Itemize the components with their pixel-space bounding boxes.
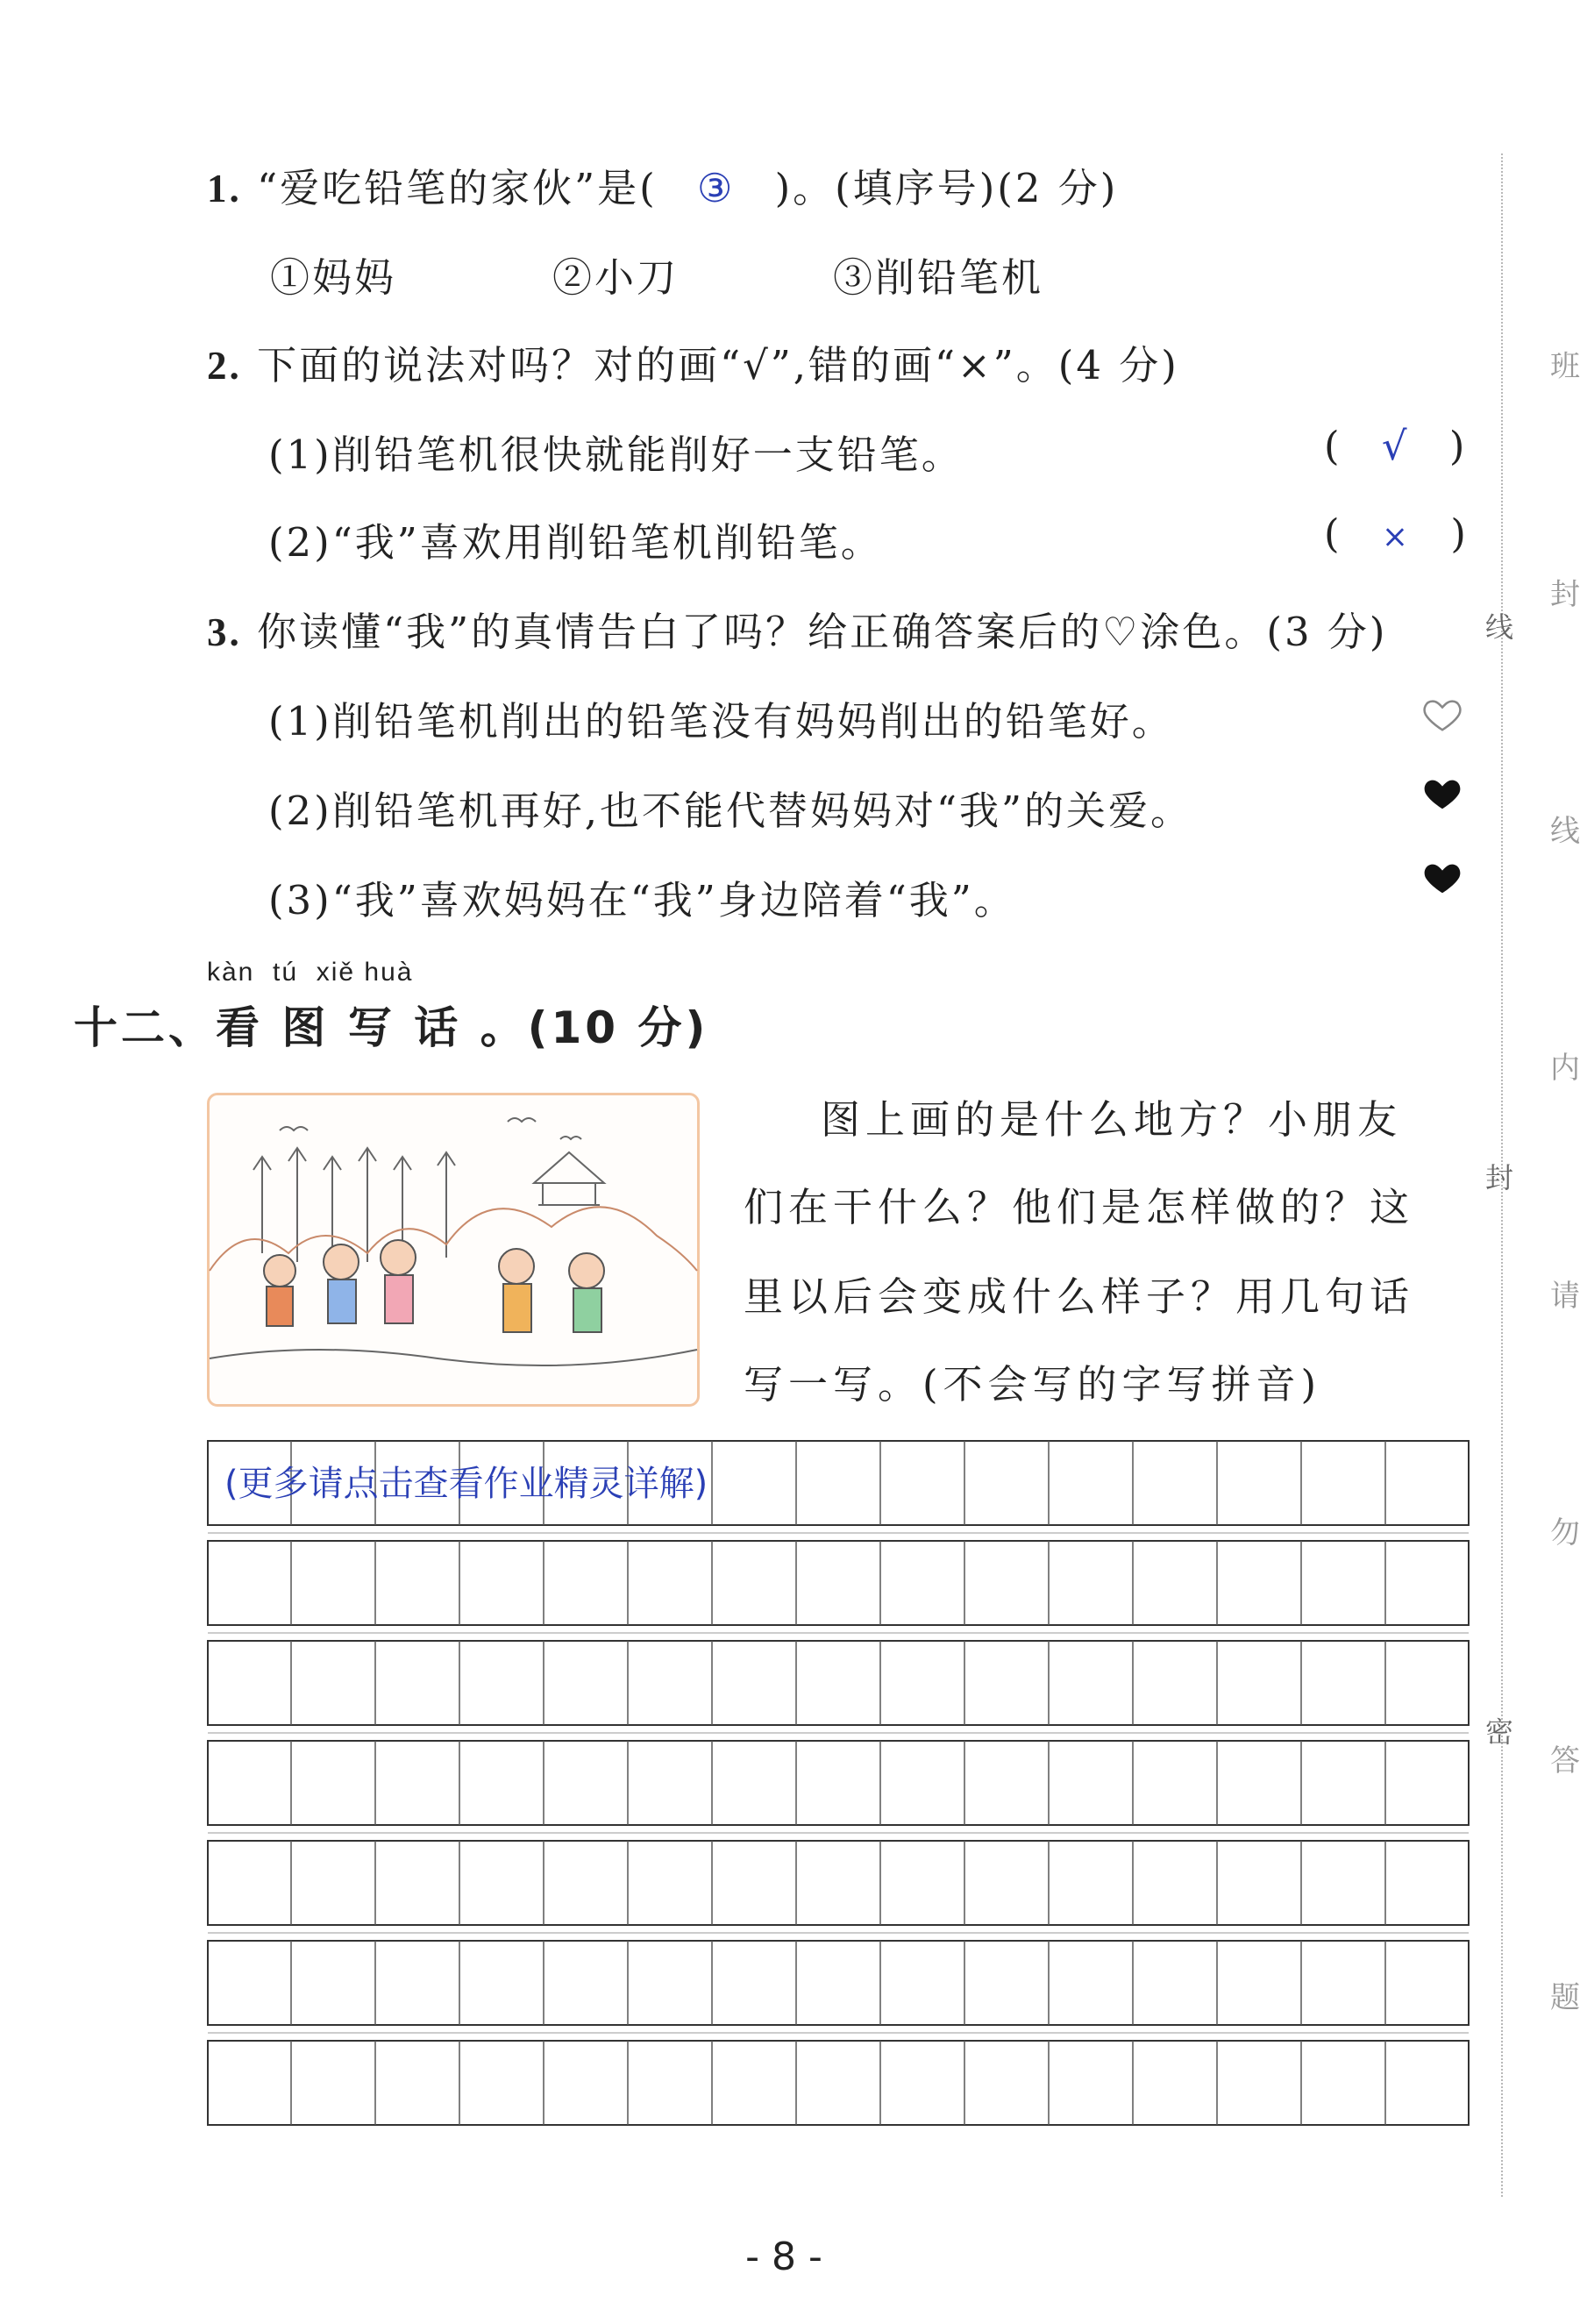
q2-item-2-answer-box: ( × ) xyxy=(1324,510,1466,557)
section12-title: 十二、看 图 写 话 。(10 分) xyxy=(74,1002,709,1053)
more-details-note[interactable]: (更多请点击查看作业精灵详解) xyxy=(224,1464,708,1504)
q2-item-2-answer: × xyxy=(1381,519,1409,555)
q3-number: 3. xyxy=(207,610,242,654)
edge-char: 内 xyxy=(1550,1051,1580,1086)
q2-item-2: (2)“我”喜欢用削铅笔机削铅笔。 xyxy=(268,519,883,566)
q2-line xyxy=(207,333,1179,390)
q1-option-3: ③削铅笔机 xyxy=(833,254,1044,301)
q2-text: 下面的说法对吗？对的画“√”,错的画“×”。(4 分) xyxy=(257,342,1179,389)
q2-item-1-answer-box: ( √ ) xyxy=(1324,423,1465,469)
q1-option-2: ②小刀 xyxy=(552,254,680,301)
binding-label-secret: 密 xyxy=(1485,1715,1514,1749)
edge-char: 题 xyxy=(1550,1980,1580,2015)
q3-item-1: (1)削铅笔机削出的铅笔没有妈妈削出的铅笔好。 xyxy=(268,698,1174,745)
q1-option-1: ①妈妈 xyxy=(270,254,397,301)
heart-outline-icon xyxy=(1422,695,1463,735)
binding-label-seal: 封 xyxy=(1485,1161,1514,1194)
q3-item-2: (2)削铅笔机再好,也不能代替妈妈对“我”的关爱。 xyxy=(268,788,1193,834)
edge-char: 封 xyxy=(1550,577,1580,612)
q2-item-1-answer: √ xyxy=(1381,423,1407,469)
q2-number: 2. xyxy=(207,344,242,388)
binding-label-line: 线 xyxy=(1485,610,1514,644)
section12-prompt-line-1: 图上画的是什么地方？小朋友 xyxy=(821,1096,1403,1143)
writing-grid[interactable] xyxy=(207,1440,1470,2133)
edge-char: 勿 xyxy=(1550,1515,1580,1551)
q2-item-1: (1)削铅笔机很快就能削好一支铅笔。 xyxy=(268,431,964,478)
tree-planting-drawing xyxy=(210,1095,697,1404)
grid-row[interactable] xyxy=(208,1741,1469,1825)
page-number: - 8 - xyxy=(745,2235,822,2279)
section12-pinyin: kàn tú xiě huà xyxy=(207,958,414,987)
edge-char: 班 xyxy=(1550,349,1580,384)
q1-text-before: “爱吃铅笔的家伙”是( xyxy=(257,165,658,211)
edge-char: 线 xyxy=(1550,814,1580,849)
q1-text-after: )。(填序号)(2 分) xyxy=(774,165,1119,211)
edge-char: 答 xyxy=(1550,1743,1580,1779)
edge-char: 请 xyxy=(1550,1279,1580,1314)
grid-row[interactable] xyxy=(208,1541,1469,1625)
heart-filled-icon xyxy=(1422,858,1463,898)
section12-prompt-line-3: 里以后会变成什么样子？用几句话 xyxy=(744,1273,1415,1320)
illustration-tree-planting xyxy=(207,1093,700,1407)
grid-row[interactable] xyxy=(208,2041,1469,2125)
grid-row[interactable] xyxy=(208,1841,1469,1925)
q1-line xyxy=(207,156,1118,213)
q3-item-3: (3)“我”喜欢妈妈在“我”身边陪着“我”。 xyxy=(268,877,1016,923)
q1-number: 1. xyxy=(207,167,242,210)
q3-text: 你读懂“我”的真情告白了吗？给正确答案后的♡涂色。(3 分) xyxy=(257,609,1388,655)
heart-filled-icon xyxy=(1422,773,1463,814)
grid-row[interactable] xyxy=(208,1641,1469,1725)
section12-prompt-line-4: 写一写。(不会写的字写拼音) xyxy=(744,1361,1322,1408)
section12-prompt-line-2: 们在干什么？他们是怎样做的？这 xyxy=(744,1184,1415,1230)
q3-line xyxy=(207,600,1387,657)
q1-answer: ③ xyxy=(696,165,736,211)
grid-row[interactable] xyxy=(208,1941,1469,2025)
